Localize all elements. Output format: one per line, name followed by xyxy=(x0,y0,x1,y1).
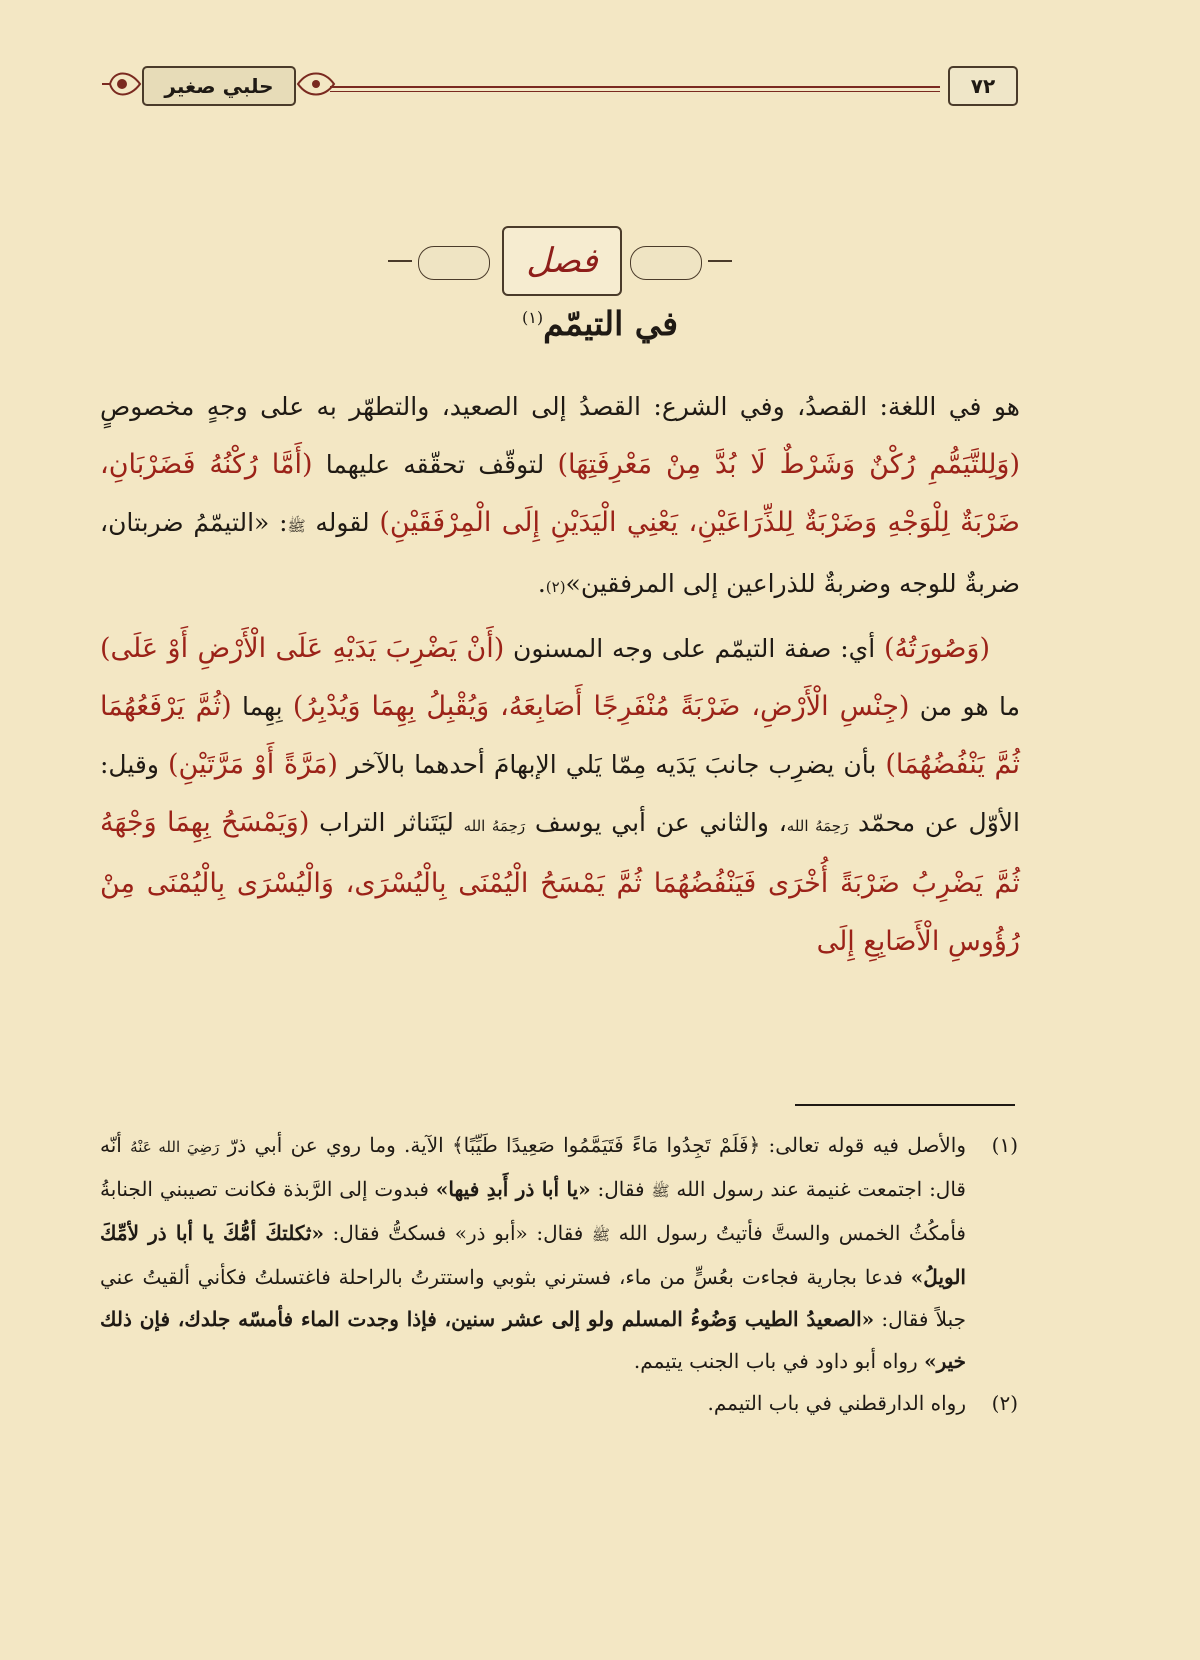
sharh-segment: «الصعيدُ الطيب وَضُوءُ المسلم ولو إلى عشر سنين، فإذا وجدت الماء فأمسّه جلدك، فإن ذلك خير» xyxy=(100,1307,966,1373)
ornament-side-left xyxy=(418,246,490,280)
sharh-segment: ﷺ xyxy=(651,1182,670,1200)
sharh-segment: رَضِيَ الله عَنْهُ xyxy=(130,1138,220,1156)
sharh-segment: . xyxy=(537,569,546,598)
sharh-segment: ﷺ xyxy=(287,517,306,535)
sharh-segment: ﷺ xyxy=(591,1226,611,1244)
footnotes xyxy=(100,1124,1018,1424)
sharh-segment: رَحِمَهُ الله xyxy=(463,817,526,835)
footnote-1-number: (١) xyxy=(991,1133,1018,1157)
matn-segment: (أَمَّا رُكْنُهُ فَضَرْبَانِ، ضَرْبَةٌ لِلْوَجْهِ وَضَرْبَةٌ لِلذِّرَاعَيْنِ، يَعْنِي الْيَدَيْنِ إِلَى الْمِرْفَقَيْنِ) xyxy=(100,449,1020,538)
sharh-segment: «يا أبا ذر أَبدِ فيها» xyxy=(435,1177,591,1201)
sharh-segment: هو في اللغة: القصدُ، وفي الشرع: القصدُ إلى الصعيد، والتطهّر به على وجهٍ مخصوصٍ xyxy=(100,392,1020,421)
sharh-segment: أي: صفة التيمّم على وجه المسنون xyxy=(504,634,884,663)
running-header xyxy=(100,62,1020,106)
matn-segment: (جِنْسِ الْأَرْضِ، ضَرْبَةً مُنْفَرِجًا أَصَابِعَهُ، وَيُقْبِلُ بِهِمَا وَيُدْبِرُ) xyxy=(292,691,910,722)
page-number-box xyxy=(948,66,1018,106)
book-title-box xyxy=(142,66,296,106)
sharh-segment: لتوقّف تحقّقه عليهما xyxy=(312,450,558,479)
page-number: ٧٢ xyxy=(970,74,996,98)
footnote-2 xyxy=(100,1382,1018,1424)
sharh-segment: (٢) xyxy=(545,578,566,596)
section-title: فصل xyxy=(526,241,598,281)
sharh-segment: رَحِمَهُ الله xyxy=(786,817,849,835)
footnote-2-number: (٢) xyxy=(991,1391,1018,1415)
book-title: حلبي صغير xyxy=(164,74,274,98)
matn-segment: (مَرَّةً أَوْ مَرَّتَيْنِ) xyxy=(167,749,338,780)
paragraph-2 xyxy=(100,620,1020,971)
sharh-segment: : «التيمّمُ ضربتان، ضربةٌ للوجه وضربةٌ للذراعين إلى المرفقين» xyxy=(100,508,1020,598)
center-flourish-icon xyxy=(294,62,338,106)
footnote-1-text xyxy=(100,1133,966,1373)
sharh-segment: فبدوت إلى الرَّبذة فكانت تصيبني الجنابةُ فأمكُثُ الخمس والستَّ فأتيتُ رسول الله xyxy=(100,1177,966,1245)
sharh-segment: أنّه قال: اجتمعت غنيمة عند رسول الله xyxy=(100,1133,966,1201)
matn-segment: (وَيَمْسَحُ بِهِمَا وَجْهَهُ ثُمَّ يَضْرِبُ ضَرْبَةً أُخْرَى فَيَنْفُضُهُمَا ثُمَّ يَمْسَحُ الْيُمْنَى بِالْيُسْرَى، وَالْيُسْرَى بِالْيُمْنَى مِنْ رُؤُوسِ الْأَصَابِعِ إِلَى xyxy=(100,807,1020,957)
sharh-segment: فقال: «أبو ذر» فسكتُّ فقال: xyxy=(323,1221,592,1245)
matn-segment: (ثُمَّ يَرْفَعُهُمَا ثُمَّ يَنْفُضُهُمَا) xyxy=(100,691,1021,780)
sharh-segment: رواه أبو داود في باب الجنب يتيمم. xyxy=(633,1349,925,1373)
body-text xyxy=(100,378,1020,971)
matn-segment: (أَنْ يَضْرِبَ يَدَيْهِ عَلَى الْأَرْضِ أَوْ عَلَى) xyxy=(100,633,505,664)
sharh-segment: لقوله xyxy=(305,508,380,537)
chapter-heading xyxy=(0,304,1200,343)
sharh-segment: فدعا بجارية فجاءت بعُسٍّ من ماء، فسترني بثوبي واستترتُ بالراحلة فاغتسلتُ فكأني ألقيتُ عني جبلاً فقال: xyxy=(100,1265,967,1331)
sharh-segment: وقيل: الأوّل عن محمّد xyxy=(100,750,1020,837)
sharh-segment: بِهِما xyxy=(231,692,293,721)
chapter-heading-ref: (١) xyxy=(521,308,544,327)
ornament-dash-right xyxy=(708,260,732,262)
footnote-1 xyxy=(100,1124,1018,1382)
header-rule xyxy=(330,86,940,88)
matn-segment: (وَصُورَتُهُ) xyxy=(883,633,990,664)
sharh-segment: ، والثاني عن أبي يوسف xyxy=(525,808,787,837)
matn-segment: (وَلِلتَّيَمُّمِ رُكْنٌ وَشَرْطٌ لَا بُدَّ مِنْ مَعْرِفَتِهَا) xyxy=(557,449,1020,480)
paragraph-1 xyxy=(100,378,1020,616)
sharh-segment: ما هو من xyxy=(909,692,1020,721)
chapter-heading-text: في التيمّم xyxy=(543,304,679,343)
left-flourish-icon xyxy=(100,62,144,106)
section-ornament xyxy=(410,220,710,302)
footnote-separator xyxy=(795,1104,1015,1106)
section-title-frame xyxy=(502,226,622,296)
sharh-segment: ليَتَناثر التراب xyxy=(309,808,464,837)
header-rule-thin xyxy=(330,91,940,92)
ornament-dash-left xyxy=(388,260,412,262)
sharh-segment: بأن يضرِب جانبَ يَدَيه مِمّا يَلي الإبهامَ أحدهما بالآخر xyxy=(337,750,886,779)
sharh-segment: فقال: xyxy=(590,1177,652,1201)
sharh-segment: والأصل فيه قوله تعالى: ﴿فَلَمْ تَجِدُوا مَاءً فَتَيَمَّمُوا صَعِيدًا طَيِّبًا﴾ الآية. وما روي عن أبي ذرّ xyxy=(219,1133,966,1157)
sharh-segment: «ثكلتكَ أمُّكَ يا أبا ذر لأمِّكَ الويلُ» xyxy=(100,1221,966,1289)
footnote-2-text: رواه الدارقطني في باب التيمم. xyxy=(707,1391,966,1415)
ornament-side-right xyxy=(630,246,702,280)
